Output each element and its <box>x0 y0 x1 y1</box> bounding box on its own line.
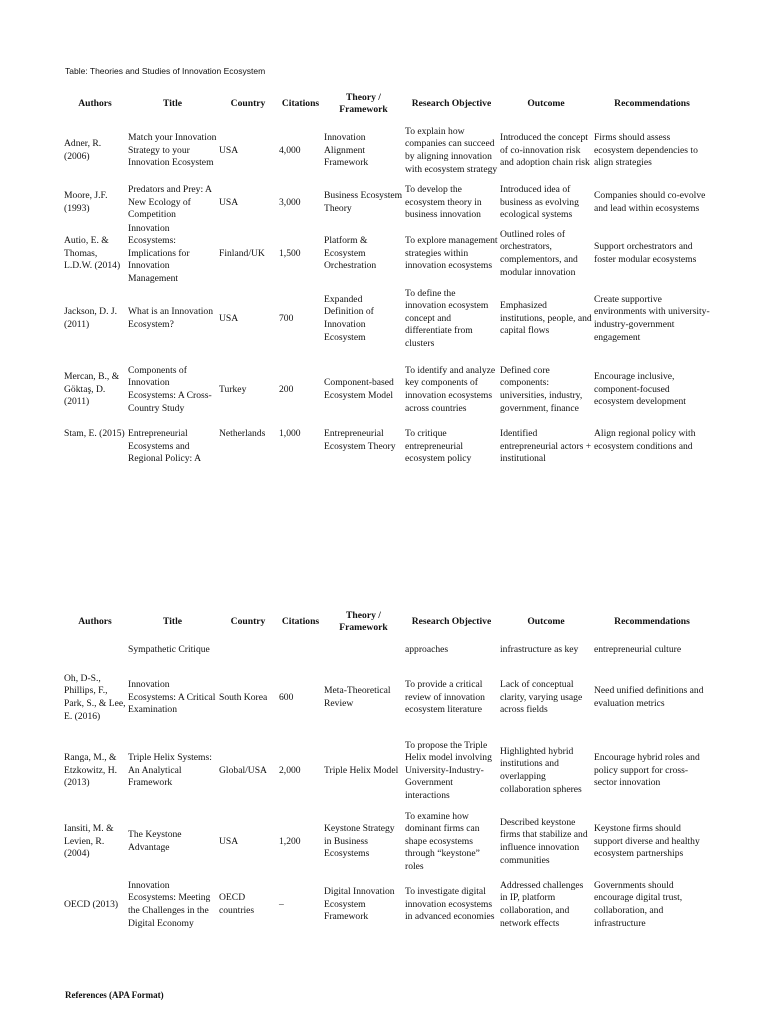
table-row <box>63 664 711 732</box>
cell-citations: 4,000 <box>279 144 301 156</box>
cell-authors: Ranga, M., & Etzkowitz, H. (2013) <box>64 752 118 789</box>
cell-citations <box>278 636 323 664</box>
header-title: Title <box>162 98 182 109</box>
cell-recommendations: Need unified definitions and evaluation metrics <box>594 685 704 709</box>
cell-theory: Digital Innovation Ecosystem Framework <box>324 886 395 923</box>
cell-outcome: Introduced the concept of co-innovation risk and adoption chain risk <box>500 132 590 169</box>
cell-authors: OECD (2013) <box>64 898 119 910</box>
cell-citations: – <box>279 898 284 910</box>
table-header-row <box>63 608 711 636</box>
cell-recommendations: Governments should encourage digital trust, collaboration, and infrastructure <box>594 879 683 929</box>
header-title: Title <box>162 616 182 627</box>
cell-citations: 700 <box>279 312 294 324</box>
table-row <box>63 636 711 664</box>
cell-theory: Entrepreneurial Ecosystem Theory <box>324 428 396 452</box>
cell-theory: Innovation Alignment Framework <box>324 132 369 169</box>
cell-theory: Meta-Theoretical Review <box>324 685 391 709</box>
cell-outcome: Highlighted hybrid institutions and overlapping collaboration spheres <box>500 745 582 795</box>
header-country: Country <box>230 98 266 109</box>
table-row <box>63 428 711 468</box>
cell-objective: To identify and analyze key components of innovation ecosystems across countries <box>405 364 496 414</box>
table-row <box>63 810 711 874</box>
cell-authors: Autio, E. & Thomas, L.D.W. (2014) <box>64 235 121 272</box>
header-authors: Authors <box>78 616 112 627</box>
cell-country: USA <box>219 144 239 156</box>
cell-objective: To develop the ecosystem theory in business innovation <box>405 184 482 221</box>
cell-theory: Component-based Ecosystem Model <box>324 377 394 401</box>
cell-title: Components of Innovation Ecosystems: A Cross-Country Study <box>128 364 212 414</box>
table-row <box>63 184 711 222</box>
cell-outcome: Defined core components: universities, industry, government, finance <box>500 364 583 414</box>
cell-citations: 200 <box>279 383 294 395</box>
cell-theory: Keystone Strategy in Business Ecosystems <box>324 823 395 860</box>
header-theory: Theory / Framework <box>339 92 388 115</box>
cell-country: OECD countries <box>219 892 255 916</box>
table-row <box>63 874 711 936</box>
header-citations: Citations <box>281 616 320 627</box>
cell-objective: To propose the Triple Helix model involving University-Industry-Government interactions <box>405 739 492 801</box>
cell-recommendations: entrepreneurial culture <box>594 643 682 655</box>
cell-objective: To explain how companies can succeed by aligning innovation with ecosystem strategy <box>405 125 498 175</box>
header-objective: Research Objective <box>411 98 492 109</box>
cell-objective: To explore management strategies within innovation ecosystems <box>405 235 498 272</box>
cell-title: Innovation Ecosystems: Implications for Innovation Management <box>128 222 190 284</box>
cell-theory: Business Ecosystem Theory <box>324 190 403 214</box>
cell-outcome: Introduced idea of business as evolving ecological systems <box>500 184 579 221</box>
cell-outcome: Addressed challenges in IP, platform collaboration, and network effects <box>500 879 584 929</box>
cell-citations: 1,000 <box>279 428 301 439</box>
table-row <box>63 118 711 184</box>
cell-country: Global/USA <box>219 764 267 776</box>
table-row <box>63 352 711 428</box>
cell-authors: Moore, J.F. (1993) <box>64 190 108 214</box>
cell-objective: To critique entrepreneurial ecosystem policy <box>405 428 472 465</box>
cell-citations: 3,000 <box>279 196 301 208</box>
header-theory: Theory / Framework <box>339 610 388 633</box>
cell-authors <box>63 636 127 664</box>
cell-country: Finland/UK <box>219 247 265 259</box>
table-page-1 <box>63 90 711 468</box>
cell-title: Entrepreneurial Ecosystems and Regional Policy: A <box>128 428 202 465</box>
cell-country: USA <box>219 196 239 208</box>
cell-theory <box>323 636 404 664</box>
cell-recommendations: Encourage inclusive, component-focused ecosystem development <box>594 371 686 408</box>
cell-title: Innovation Ecosystems: Meeting the Challenges in the Digital Economy <box>128 879 211 929</box>
header-recommendations: Recommendations <box>614 616 690 627</box>
cell-title: Match your Innovation Strategy to your Innovation Ecosystem <box>128 132 217 169</box>
cell-recommendations: Encourage hybrid roles and policy support for cross-sector innovation <box>594 752 700 789</box>
table-row <box>63 286 711 352</box>
cell-country <box>218 636 278 664</box>
table-page-2 <box>63 608 711 936</box>
cell-recommendations: Support orchestrators and foster modular ecosystems <box>594 241 697 265</box>
cell-title: Innovation Ecosystems: A Critical Examination <box>128 679 216 716</box>
cell-authors: Oh, D-S., Phillips, F., Park, S., & Lee, E. (2016) <box>64 672 126 722</box>
cell-country: Netherlands <box>219 428 266 439</box>
cell-theory: Triple Helix Model <box>324 764 399 776</box>
cell-citations: 1,500 <box>279 247 301 259</box>
cell-authors: Adner, R. (2006) <box>64 138 102 162</box>
cell-authors: Iansiti, M. & Levien, R. (2004) <box>64 823 114 860</box>
cell-outcome: Lack of conceptual clarity, varying usage across fields <box>500 679 583 716</box>
header-outcome: Outcome <box>527 616 565 627</box>
cell-country: South Korea <box>219 691 268 703</box>
table-row <box>63 222 711 286</box>
cell-objective: To define the innovation ecosystem concept and differentiate from clusters <box>405 287 489 349</box>
cell-recommendations: Keystone firms should support diverse and healthy ecosystem partnerships <box>594 823 700 860</box>
header-country: Country <box>230 616 266 627</box>
header-citations: Citations <box>281 98 320 109</box>
cell-country: USA <box>219 312 239 324</box>
cell-objective: To provide a critical review of innovation ecosystem literature <box>405 679 485 716</box>
cell-title: Sympathetic Critique <box>128 643 210 655</box>
cell-authors: Stam, E. (2015) <box>64 428 125 439</box>
cell-country: USA <box>219 835 239 847</box>
cell-citations: 1,200 <box>279 835 301 847</box>
cell-recommendations: Create supportive environments with university-industry-government engagement <box>594 293 710 343</box>
cell-outcome: Emphasized institutions, people, and capital flows <box>500 300 592 337</box>
cell-theory: Expanded Definition of Innovation Ecosystem <box>324 293 374 343</box>
cell-recommendations: Companies should co-evolve and lead within ecosystems <box>594 190 706 214</box>
cell-title: Triple Helix Systems: An Analytical Framework <box>128 752 212 789</box>
table-caption: Table: Theories and Studies of Innovation Ecosystem <box>65 66 266 76</box>
header-authors: Authors <box>78 98 112 109</box>
cell-objective: To investigate digital innovation ecosystems in advanced economies <box>405 886 495 923</box>
cell-objective: approaches <box>405 643 449 655</box>
cell-objective: To examine how dominant firms can shape ecosystems through “keystone” roles <box>405 810 480 872</box>
cell-authors: Jackson, D. J. (2011) <box>64 306 118 330</box>
cell-outcome: Outlined roles of orchestrators, complementors, and modular innovation <box>500 228 578 278</box>
header-outcome: Outcome <box>527 98 565 109</box>
table-row <box>63 732 711 810</box>
cell-citations: 2,000 <box>279 764 301 776</box>
references-heading: References (APA Format) <box>65 990 164 1000</box>
cell-country: Turkey <box>219 383 247 395</box>
cell-outcome: Described keystone firms that stabilize and influence innovation communities <box>500 816 588 866</box>
cell-theory: Platform & Ecosystem Orchestration <box>324 235 377 272</box>
cell-recommendations: Align regional policy with ecosystem conditions and <box>594 428 696 452</box>
cell-title: The Keystone Advantage <box>128 829 182 853</box>
header-objective: Research Objective <box>411 616 492 627</box>
cell-recommendations: Firms should assess ecosystem dependencies to align strategies <box>594 132 698 169</box>
cell-authors: Mercan, B., & Göktaş, D. (2011) <box>64 371 120 408</box>
cell-title: Predators and Prey: A New Ecology of Competition <box>128 184 212 221</box>
cell-title: What is an Innovation Ecosystem? <box>128 306 213 330</box>
cell-outcome: Identified entrepreneurial actors + institutional <box>500 428 592 465</box>
cell-citations: 600 <box>279 691 294 703</box>
table-header-row <box>63 90 711 118</box>
header-recommendations: Recommendations <box>614 98 690 109</box>
cell-outcome: infrastructure as key <box>500 643 579 655</box>
